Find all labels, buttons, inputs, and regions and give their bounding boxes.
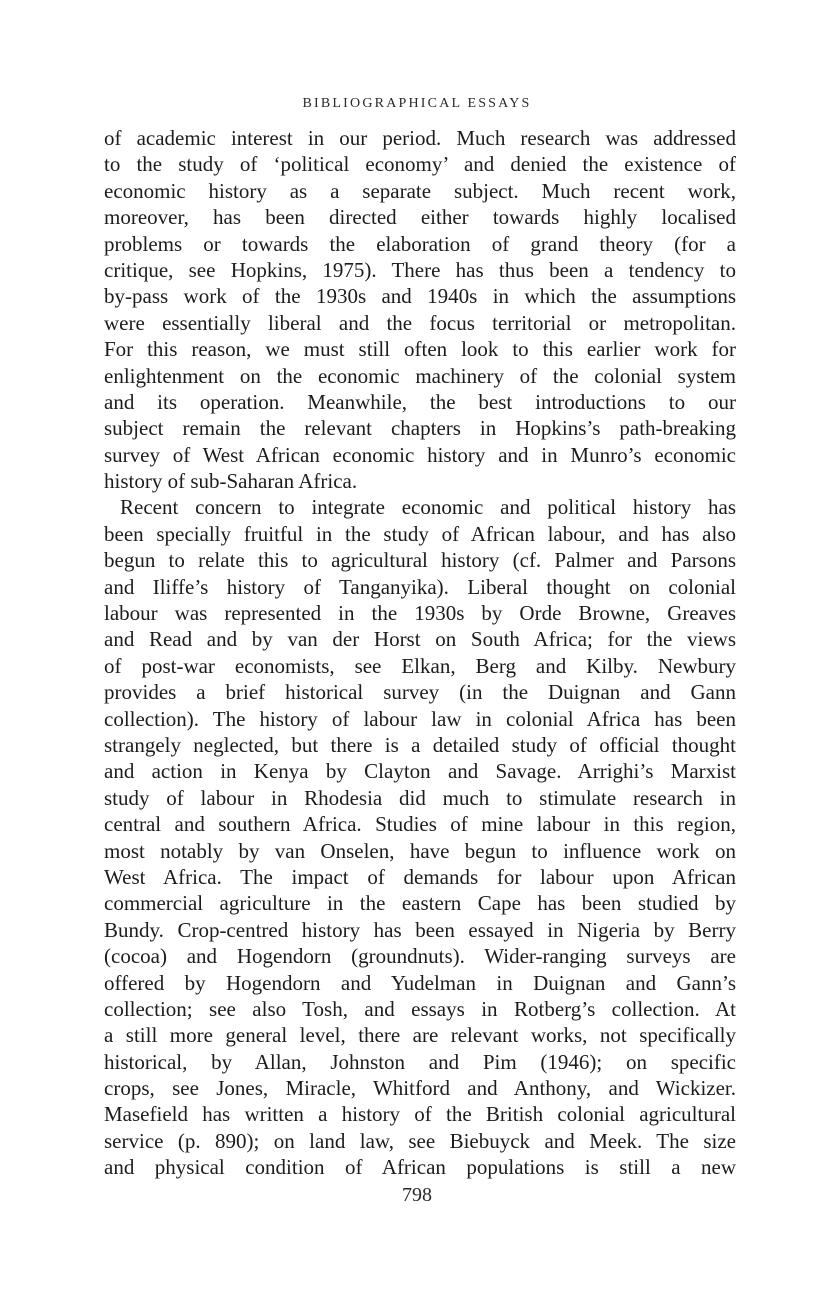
text-line: Masefield has written a history of the British colonial agricultural <box>104 1102 736 1127</box>
text-line: and physical condition of African populations is still a new <box>104 1155 736 1180</box>
running-head: BIBLIOGRAPHICAL ESSAYS <box>302 96 532 111</box>
text-line: of academic interest in our period. Much research was addressed <box>104 126 736 150</box>
text-line: historical, by Allan, Johnston and Pim (1946); on specific <box>104 1049 736 1074</box>
text-line: study of labour in Rhodesia did much to stimulate research in <box>104 785 736 810</box>
text-line: and action in Kenya by Clayton and Savage. Arrighi’s Marxist <box>104 759 736 784</box>
text-line: commercial agriculture in the eastern Cape has been studied by <box>104 891 736 916</box>
text-line: begun to relate this to agricultural history (cf. Palmer and Parsons <box>104 548 736 573</box>
text-line: For this reason, we must still often look to this earlier work for <box>104 337 736 362</box>
text-line: been specially fruitful in the study of African labour, and has also <box>104 521 736 546</box>
text-line: labour was represented in the 1930s by Orde Browne, Greaves <box>104 601 736 626</box>
text-line: most notably by van Onselen, have begun to influence work on <box>104 838 736 863</box>
text-line: and Read and by van der Horst on South Africa; for the views <box>104 627 736 652</box>
text-line: by-pass work of the 1930s and 1940s in which the assumptions <box>104 284 736 309</box>
text-line: and its operation. Meanwhile, the best introductions to our <box>104 389 736 414</box>
text-line: (cocoa) and Hogendorn (groundnuts). Wider-ranging surveys are <box>104 944 736 969</box>
text-line: offered by Hogendorn and Yudelman in Duignan and Gann’s <box>104 970 736 995</box>
text-line: problems or towards the elaboration of grand theory (for a <box>104 231 736 256</box>
text-line: collection). The history of labour law in colonial Africa has been <box>104 706 736 731</box>
text-line: moreover, has been directed either towards highly localised <box>104 205 736 230</box>
text-line: enlightenment on the economic machinery of the colonial system <box>104 363 736 388</box>
text-line: economic history as a separate subject. Much recent work, <box>104 178 736 203</box>
text-line: provides a brief historical survey (in the Duignan and Gann <box>104 680 736 705</box>
page-number: 798 <box>402 1184 432 1206</box>
text-line: crops, see Jones, Miracle, Whitford and Anthony, and Wickizer. <box>104 1076 736 1101</box>
text-line: critique, see Hopkins, 1975). There has thus been a tendency to <box>104 257 736 282</box>
text-line: strangely neglected, but there is a detailed study of official thought <box>104 732 736 757</box>
text-line: subject remain the relevant chapters in Hopkins’s path-breaking <box>104 416 736 441</box>
text-line: service (p. 890); on land law, see Biebuyck and Meek. The size <box>104 1128 736 1153</box>
text-line: of post-war economists, see Elkan, Berg and Kilby. Newbury <box>104 653 736 678</box>
text-line: a still more general level, there are relevant works, not specifically <box>104 1023 736 1048</box>
text-line: survey of West African economic history and in Munro’s economic <box>104 442 736 467</box>
text-line: central and southern Africa. Studies of mine labour in this region, <box>104 812 736 837</box>
text-line: and Iliffe’s history of Tanganyika). Liberal thought on colonial <box>104 574 736 599</box>
paragraph-start-line: Recent concern to integrate economic and political history has <box>120 495 736 520</box>
text-line: were essentially liberal and the focus territorial or metropolitan. <box>104 310 736 335</box>
text-line: West Africa. The impact of demands for labour upon African <box>104 864 736 889</box>
text-line: collection; see also Tosh, and essays in Rotberg’s collection. At <box>104 996 736 1021</box>
body-text <box>104 125 736 1181</box>
paragraph-end-line: history of sub-Saharan Africa. <box>104 469 358 494</box>
text-line: to the study of ‘political economy’ and denied the existence of <box>104 152 736 177</box>
text-line: Bundy. Crop-centred history has been essayed in Nigeria by Berry <box>104 917 736 942</box>
